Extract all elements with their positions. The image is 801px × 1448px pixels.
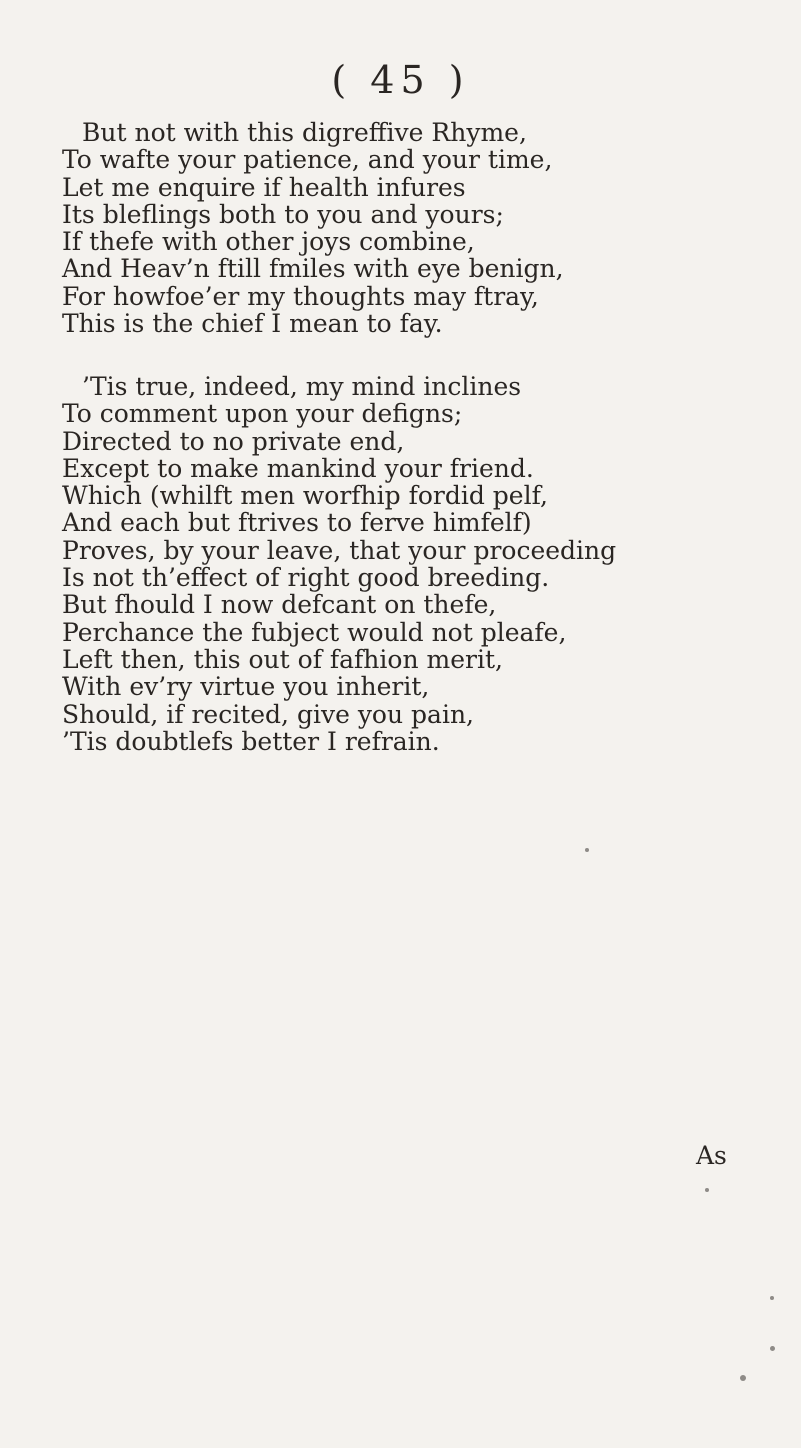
stanza-2	[62, 373, 782, 755]
catchword: As	[696, 1141, 727, 1170]
verse-line: Should, if recited, give you pain,	[62, 699, 474, 729]
verse-line: For howfoe’er my thoughts may ftray,	[62, 281, 539, 311]
paper-speck	[705, 1188, 709, 1192]
verse-line: Is not th’effect of right good breeding.	[62, 563, 550, 593]
verse-line: But fhould I now defcant on thefe,	[62, 590, 497, 620]
paper-speck	[585, 848, 589, 852]
verse-line: Its bleflings both to you and yours;	[62, 199, 504, 229]
verse-line: Which (whilft men worfhip fordid pelf,	[62, 481, 548, 511]
verse-line: ’Tis doubtlefs better I refrain.	[62, 726, 440, 756]
page-number: ( 45 )	[331, 58, 470, 102]
stanza-1	[62, 119, 782, 337]
verse-line: And Heav’n ftill fmiles with eye benign,	[62, 254, 564, 284]
verse-line: ’Tis true, indeed, my mind inclines	[82, 372, 522, 401]
verse-line: But not with this digreffive Rhyme,	[82, 118, 527, 147]
paper-speck	[770, 1346, 775, 1351]
verse-line: To wafte your patience, and your time,	[62, 145, 553, 175]
verse-line: Left then, this out of fafhion merit,	[62, 644, 503, 674]
verse-line: Proves, by your leave, that your proceeding	[62, 535, 617, 565]
verse-line: Directed to no private end,	[62, 426, 405, 456]
paper-speck	[740, 1375, 746, 1381]
verse-line: Let me enquire if health infures	[62, 172, 466, 202]
verse-line: This is the chief I mean to fay.	[62, 309, 443, 339]
verse-line: Except to make mankind your friend.	[62, 453, 534, 483]
verse-line: To comment upon your defigns;	[62, 399, 463, 429]
verse-line: With ev’ry virtue you inherit,	[62, 672, 430, 702]
verse-line: Perchance the fubject would not pleafe,	[62, 617, 567, 647]
verse-line: If thefe with other joys combine,	[62, 227, 475, 257]
verse-line: And each but ftrives to ferve himfelf)	[62, 508, 532, 538]
paper-speck	[770, 1296, 774, 1300]
